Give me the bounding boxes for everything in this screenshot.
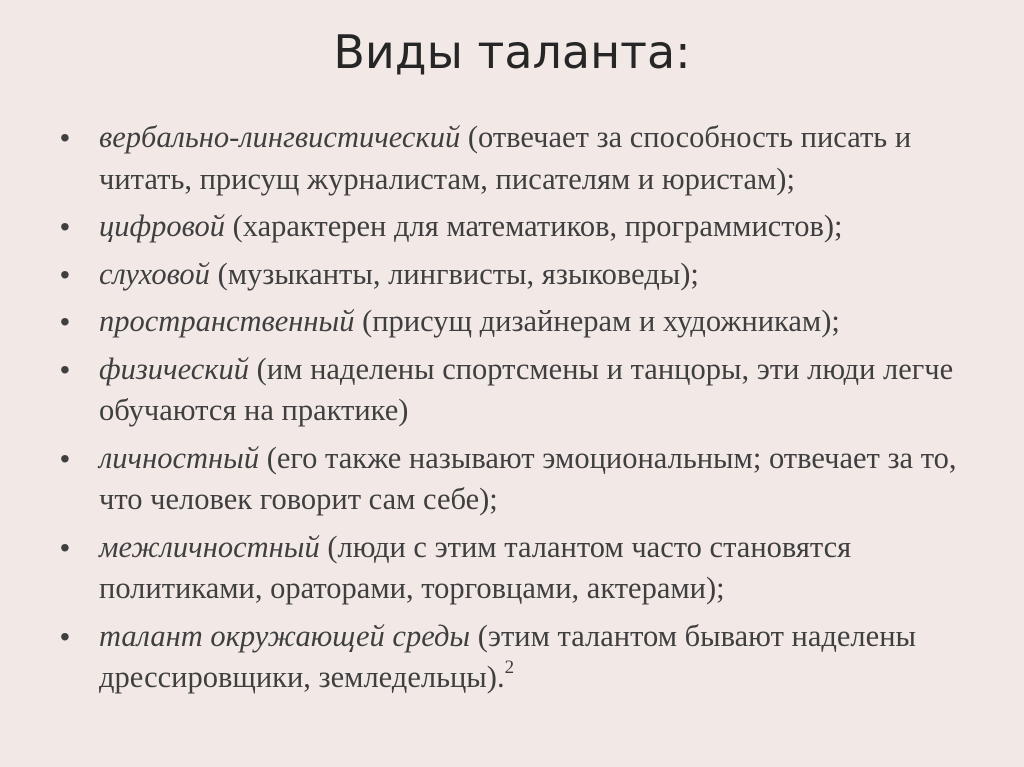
- list-item: [60, 527, 960, 610]
- bullet-icon: •: [60, 531, 70, 563]
- list-item: [60, 206, 960, 248]
- talent-term: слуховой: [99, 256, 210, 291]
- list-item: [60, 438, 960, 521]
- talent-description: (им наделены спортсмены и танцоры, эти люди легче обучаются на практике): [99, 351, 954, 427]
- bullet-icon: •: [60, 211, 70, 242]
- list-item: [60, 254, 960, 296]
- talent-term: вербально-лингвистический: [99, 120, 461, 154]
- talent-term: межличностный: [99, 529, 320, 564]
- talent-description: (отвечает за способность писать и читать, присущ журналистам, писателям и юристам);: [99, 120, 912, 196]
- bullet-icon: •: [60, 442, 70, 474]
- talent-description: (присущ дизайнерам и художникам);: [354, 304, 840, 338]
- footnote-marker: 2: [504, 657, 515, 678]
- talent-term: цифровой: [99, 209, 225, 243]
- bullet-icon: •: [60, 258, 70, 290]
- list-item: [60, 301, 960, 343]
- list-item: [60, 349, 960, 432]
- talent-term: талант окружающей среды: [99, 618, 471, 653]
- talent-description: (этим талантом бывают наделены дрессировщики, земледельцы).: [99, 618, 917, 694]
- talent-term: личностный: [99, 440, 260, 475]
- talent-list: [60, 117, 960, 705]
- talent-description: (музыканты, лингвисты, языковеды);: [209, 256, 699, 291]
- list-item: [60, 117, 960, 200]
- bullet-icon: •: [60, 122, 70, 153]
- bullet-icon: •: [60, 306, 70, 337]
- talent-term: физический: [99, 351, 250, 386]
- slide-title: Виды таланта:: [333, 25, 691, 79]
- bullet-icon: •: [60, 353, 70, 385]
- talent-description: (люди с этим талантом часто становятся политиками, ораторами, торговцами, актерами);: [99, 529, 852, 605]
- talent-term: пространственный: [99, 304, 355, 338]
- bullet-icon: •: [60, 620, 70, 652]
- talent-description: (его также называют эмоциональным; отвечает за то, что человек говорит сам себе);: [99, 440, 957, 516]
- list-item: [60, 616, 960, 699]
- talent-description: (характерен для математиков, программистов);: [225, 209, 843, 243]
